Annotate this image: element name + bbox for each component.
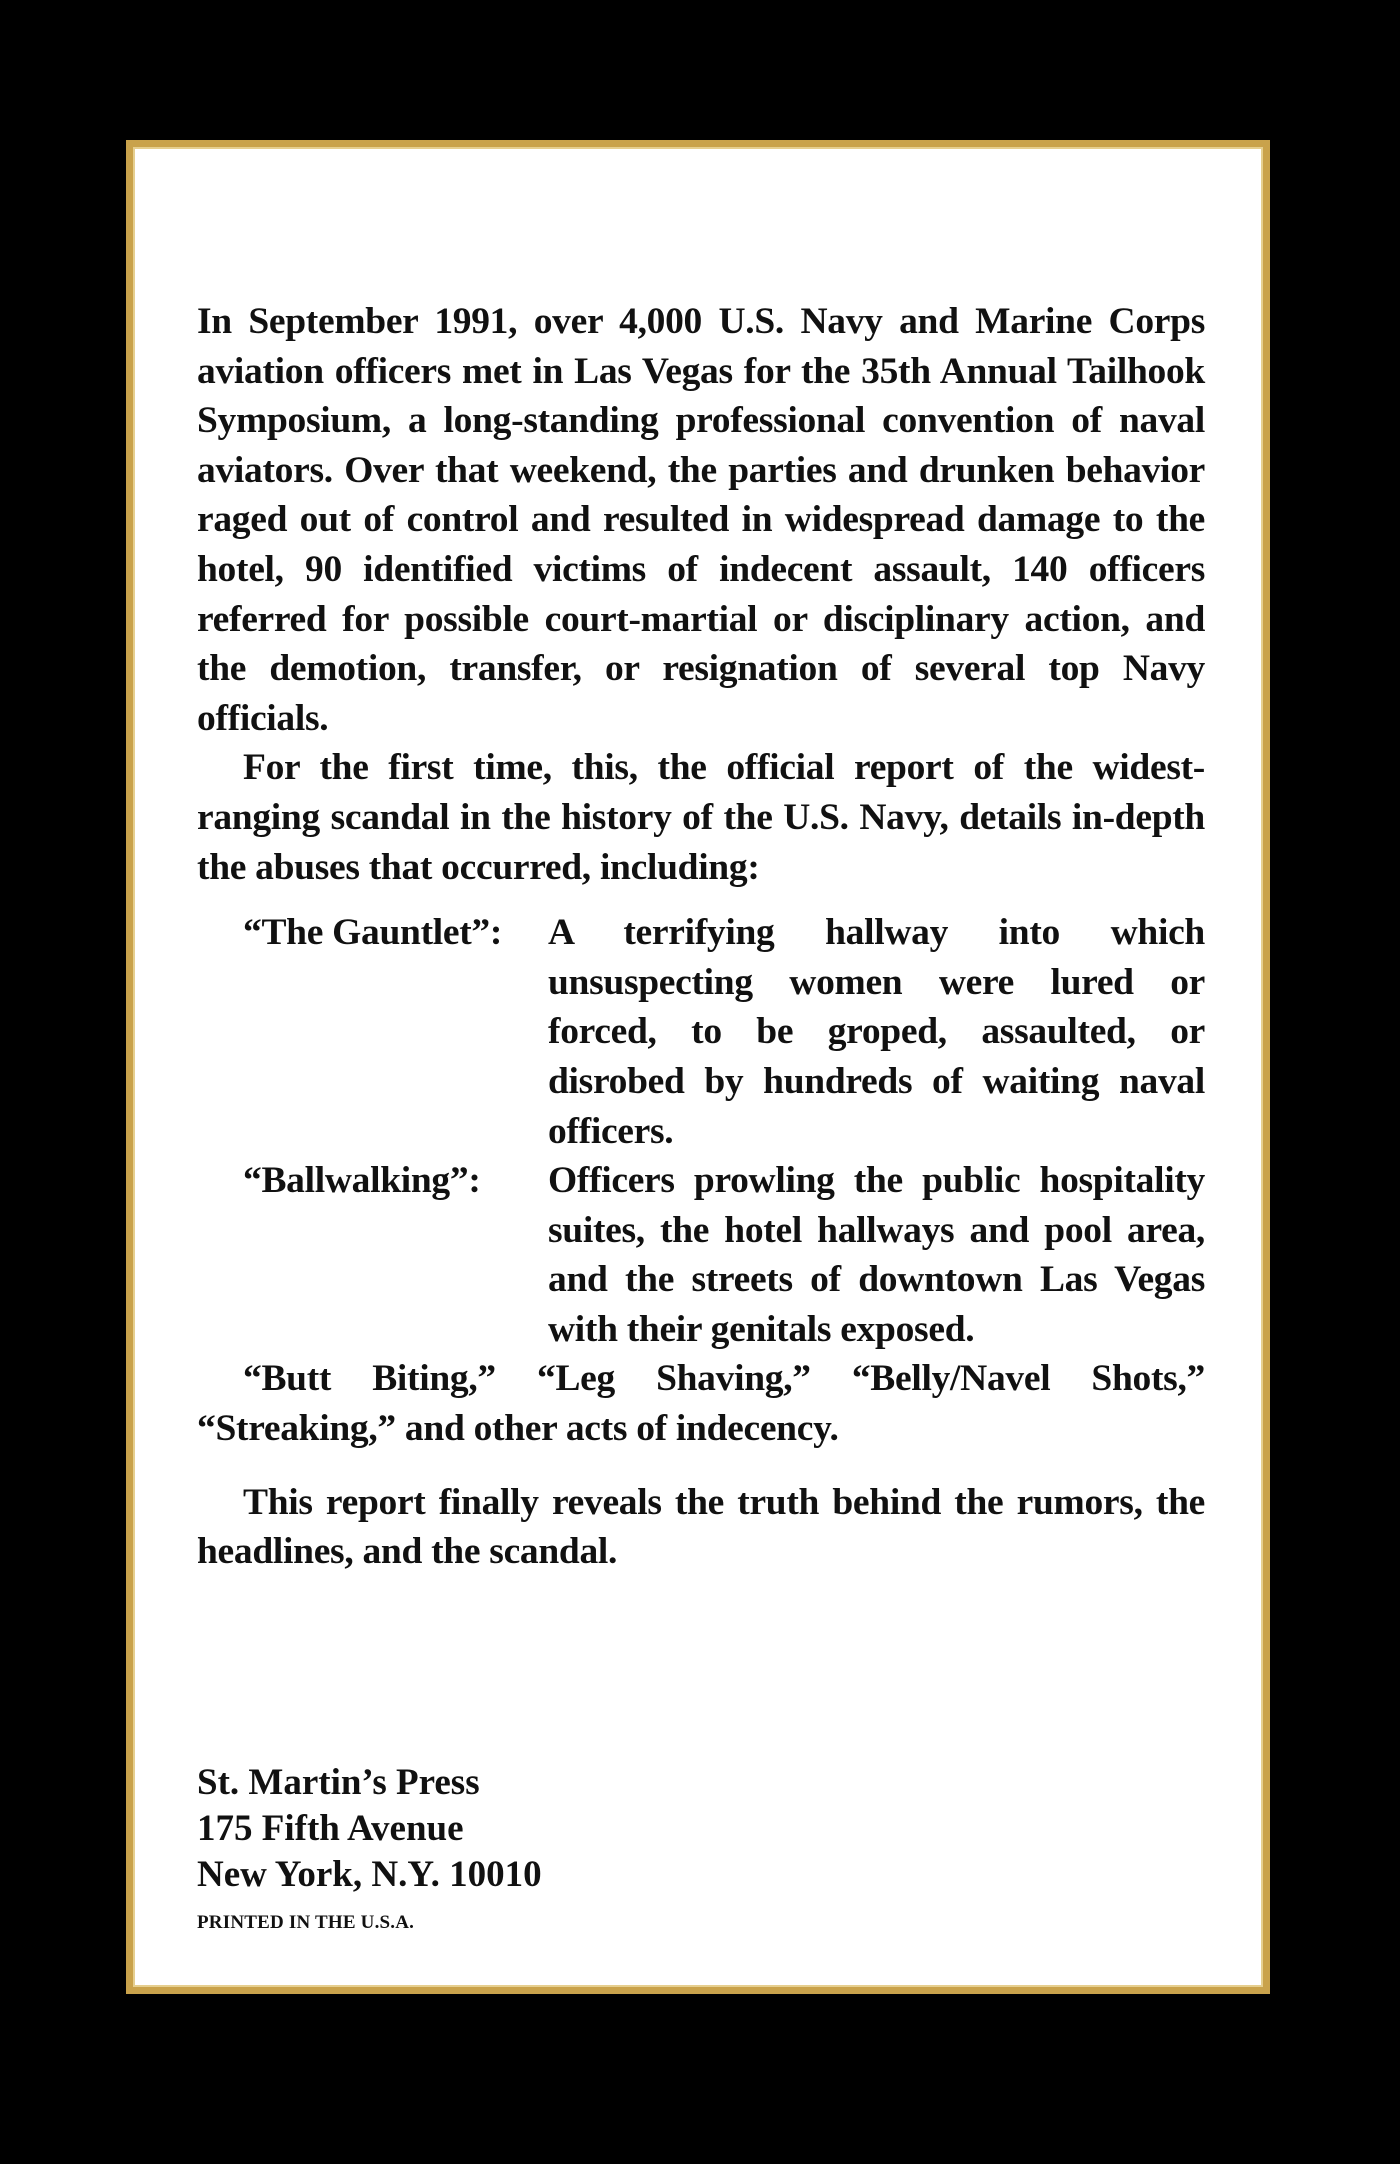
list-item	[197, 908, 1205, 1156]
other-acts: “Butt Biting,” “Leg Shaving,” “Belly/Navel Shots,” “Streaking,” and other acts of indecency.	[197, 1358, 1205, 1450]
blurb	[197, 297, 1205, 1577]
intro-paragraph: In September 1991, over 4,000 U.S. Navy and Marine Corps aviation officers met in Las Vegas for the 35th Annual Tailhook Symposium, a long-standing professional convention of naval aviators. Over that weekend, the parties and drunken behavior raged out of control and resulted in widespread damage to the hotel, 90 identified victims of indecent assault, 140 officers referred for possible court-martial or disciplinary action, and the demotion, transfer, or resignation of several top Navy officials.	[197, 301, 1205, 739]
publisher-city: New York, N.Y. 10010	[197, 1854, 542, 1895]
abuse-term: “Ballwalking”:	[243, 1160, 481, 1202]
printed-note: PRINTED IN THE U.S.A.	[197, 1912, 415, 1933]
report-paragraph: For the first time, this, the official report of the widest-ranging scandal in the history of the U.S. Navy, details in-depth the abuses that occurred, including:	[197, 747, 1205, 888]
abuse-definition: A terrifying hallway into which unsuspecting women were lured or forced, to be groped, assaulted, or disrobed by hundreds of waiting naval officers.	[548, 912, 1205, 1152]
list-item	[197, 1156, 1205, 1354]
back-cover-panel	[126, 140, 1270, 1994]
abuse-list	[197, 908, 1205, 1454]
closing-paragraph: This report finally reveals the truth behind the rumors, the headlines, and the scandal.	[197, 1481, 1205, 1573]
publisher-street: 175 Fifth Avenue	[197, 1808, 464, 1849]
publisher-address	[197, 1760, 542, 1898]
abuse-term: “The Gauntlet”:	[243, 912, 503, 954]
publisher-name: St. Martin’s Press	[197, 1762, 480, 1803]
abuse-definition: Officers prowling the public hospitality suites, the hotel hallways and pool area, and the streets of downtown Las Vegas with their genitals exposed.	[548, 1160, 1205, 1350]
